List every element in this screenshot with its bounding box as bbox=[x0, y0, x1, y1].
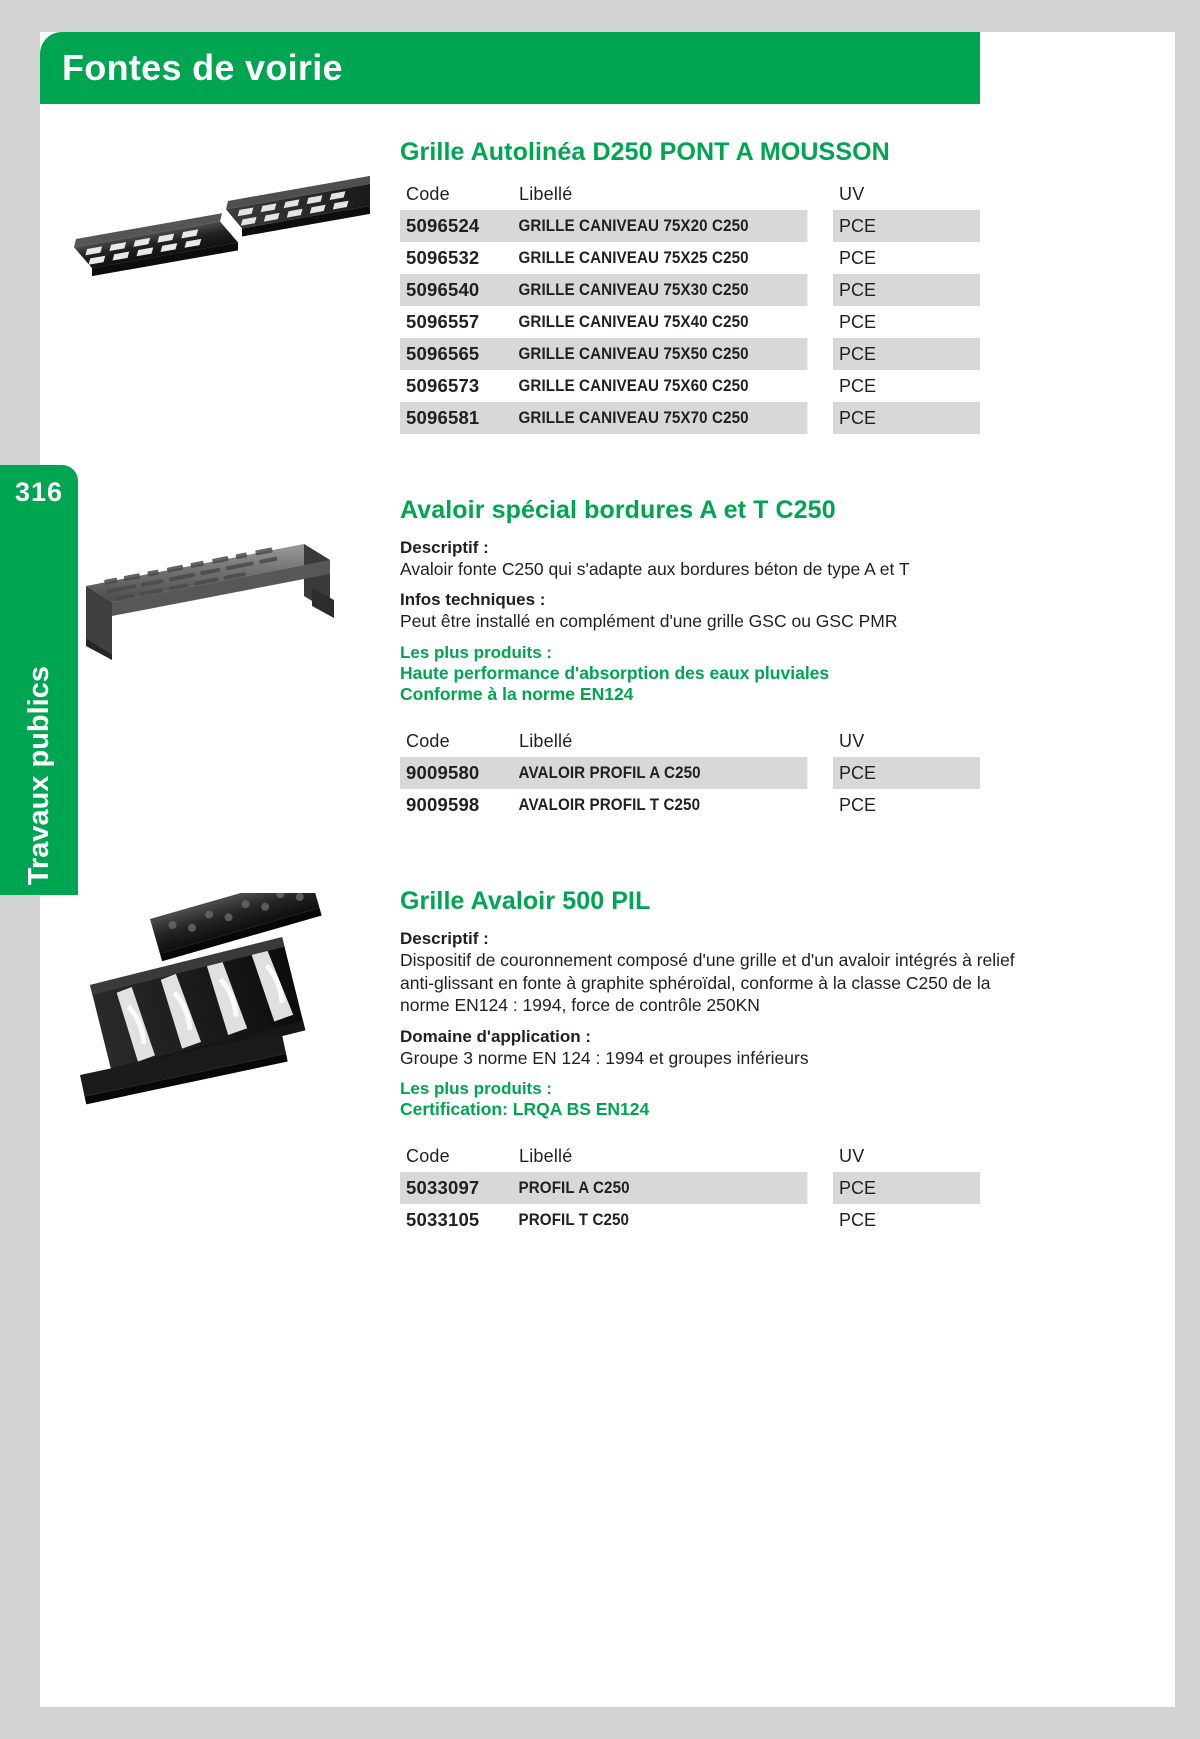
cell-code: 5033097 bbox=[400, 1172, 513, 1204]
label-les-plus-produits: Les plus produits : bbox=[400, 1079, 553, 1099]
product-photo-avaloir-bordure bbox=[40, 496, 400, 821]
table-row bbox=[400, 370, 980, 402]
cell-libelle: PROFIL A C250 bbox=[513, 1172, 807, 1204]
cell-code: 5096532 bbox=[406, 247, 480, 268]
label-les-plus-produits: Les plus produits : bbox=[400, 642, 553, 662]
cell-uv: PCE bbox=[833, 1172, 980, 1204]
text-les-plus-line: Haute performance d'absorption des eaux pluviales bbox=[400, 662, 830, 683]
page-content bbox=[40, 104, 1175, 1236]
table-row bbox=[400, 338, 980, 370]
table-row bbox=[400, 210, 980, 242]
cell-code: 9009580 bbox=[400, 757, 513, 789]
cell-uv: PCE bbox=[833, 210, 980, 242]
product-title: Grille Autolinéa D250 PONT A MOUSSON bbox=[400, 138, 890, 166]
column-header-code: Code bbox=[406, 184, 450, 204]
table-row bbox=[400, 1204, 980, 1236]
product-block-avaloir-bordures bbox=[40, 496, 1175, 821]
cell-code: 5096565 bbox=[400, 338, 513, 370]
cell-libelle: PROFIL T C250 bbox=[518, 1210, 630, 1229]
cell-uv: PCE bbox=[833, 338, 980, 370]
column-header-uv: UV bbox=[839, 184, 865, 204]
product-spec-table bbox=[400, 729, 980, 821]
product-spec-table bbox=[400, 1144, 980, 1236]
text-les-plus-line: Conforme à la norme EN124 bbox=[400, 684, 634, 705]
cell-libelle: AVALOIR PROFIL A C250 bbox=[513, 757, 807, 789]
rubric-label: Travaux publics bbox=[22, 665, 55, 885]
cell-uv: PCE bbox=[833, 274, 980, 306]
column-header-uv: UV bbox=[839, 1146, 865, 1167]
cell-uv: PCE bbox=[833, 757, 980, 789]
product-image-container bbox=[40, 138, 400, 434]
product-title: Avaloir spécial bordures A et T C250 bbox=[400, 496, 836, 524]
cell-libelle: GRILLE CANIVEAU 75X20 C250 bbox=[513, 210, 807, 242]
text-descriptif: Dispositif de couronnement composé d'une grille et d'un avaloir intégrés à relief anti-glissant en fonte à graphite sphéroïdal, conforme à la classe C250 de la norme EN124 : 1994, force de contrôle 250KN bbox=[400, 950, 1015, 1016]
cell-code: 5033105 bbox=[406, 1209, 480, 1231]
label-infos-techniques: Infos techniques : bbox=[400, 590, 546, 610]
column-header-libelle: Libellé bbox=[519, 184, 573, 204]
table-row bbox=[400, 274, 980, 306]
table-row bbox=[400, 1172, 980, 1204]
cell-libelle: GRILLE CANIVEAU 75X40 C250 bbox=[518, 312, 749, 331]
product-image-container bbox=[40, 496, 400, 821]
column-header-uv: UV bbox=[839, 731, 865, 752]
column-header-libelle: Libellé bbox=[519, 731, 573, 752]
cell-code: 5096540 bbox=[400, 274, 513, 306]
product-title: Grille Avaloir 500 PIL bbox=[400, 887, 651, 916]
page-title: Fontes de voirie bbox=[62, 47, 343, 88]
product-details bbox=[400, 496, 1175, 821]
column-header-code: Code bbox=[406, 731, 450, 752]
table-header-row bbox=[400, 1144, 980, 1172]
cell-uv: PCE bbox=[839, 247, 877, 268]
product-spec-table bbox=[400, 182, 980, 434]
label-descriptif: Descriptif : bbox=[400, 929, 489, 949]
table-row bbox=[400, 242, 980, 274]
cell-libelle: GRILLE CANIVEAU 75X70 C250 bbox=[513, 402, 807, 434]
product-block-grille-avaloir-500 bbox=[40, 887, 1175, 1236]
cell-uv: PCE bbox=[839, 1209, 877, 1230]
cell-libelle: AVALOIR PROFIL T C250 bbox=[518, 795, 701, 814]
table-header-row bbox=[400, 182, 980, 210]
cell-code: 5096557 bbox=[406, 311, 480, 332]
table-row bbox=[400, 757, 980, 789]
column-header-code: Code bbox=[406, 1146, 450, 1167]
product-details bbox=[400, 138, 1175, 434]
cell-code: 5096581 bbox=[400, 402, 513, 434]
cell-libelle: GRILLE CANIVEAU 75X50 C250 bbox=[513, 338, 807, 370]
product-image-container bbox=[40, 887, 400, 1236]
product-block-grille-autolinea bbox=[40, 138, 1175, 434]
label-descriptif: Descriptif : bbox=[400, 538, 489, 557]
page-header-band bbox=[40, 32, 980, 104]
table-row bbox=[400, 306, 980, 338]
text-descriptif: Avaloir fonte C250 qui s'adapte aux bordures béton de type A et T bbox=[400, 559, 910, 579]
text-infos-techniques: Peut être installé en complément d'une grille GSC ou GSC PMR bbox=[400, 611, 898, 632]
text-domaine-application: Groupe 3 norme EN 124 : 1994 et groupes inférieurs bbox=[400, 1047, 809, 1068]
table-row bbox=[400, 789, 980, 821]
table-row bbox=[400, 402, 980, 434]
label-domaine-application: Domaine d'application : bbox=[400, 1026, 592, 1046]
table-header-row bbox=[400, 729, 980, 757]
product-photo-grille-avaloir bbox=[40, 887, 400, 1236]
cell-uv: PCE bbox=[839, 311, 877, 332]
cell-libelle: GRILLE CANIVEAU 75X60 C250 bbox=[518, 376, 749, 395]
text-les-plus-line: Certification: LRQA BS EN124 bbox=[400, 1099, 650, 1120]
cell-code: 5096524 bbox=[400, 210, 513, 242]
cell-uv: PCE bbox=[839, 794, 877, 815]
column-header-libelle: Libellé bbox=[519, 1146, 573, 1167]
cell-libelle: GRILLE CANIVEAU 75X30 C250 bbox=[513, 274, 807, 306]
cell-libelle: GRILLE CANIVEAU 75X25 C250 bbox=[518, 248, 749, 267]
page-number: 316 bbox=[14, 477, 64, 507]
cell-uv: PCE bbox=[833, 402, 980, 434]
cell-uv: PCE bbox=[839, 375, 877, 396]
product-photo-grille-caniveau bbox=[40, 138, 400, 434]
product-details bbox=[400, 887, 1175, 1236]
cell-code: 9009598 bbox=[406, 794, 480, 816]
cell-code: 5096573 bbox=[406, 375, 480, 396]
